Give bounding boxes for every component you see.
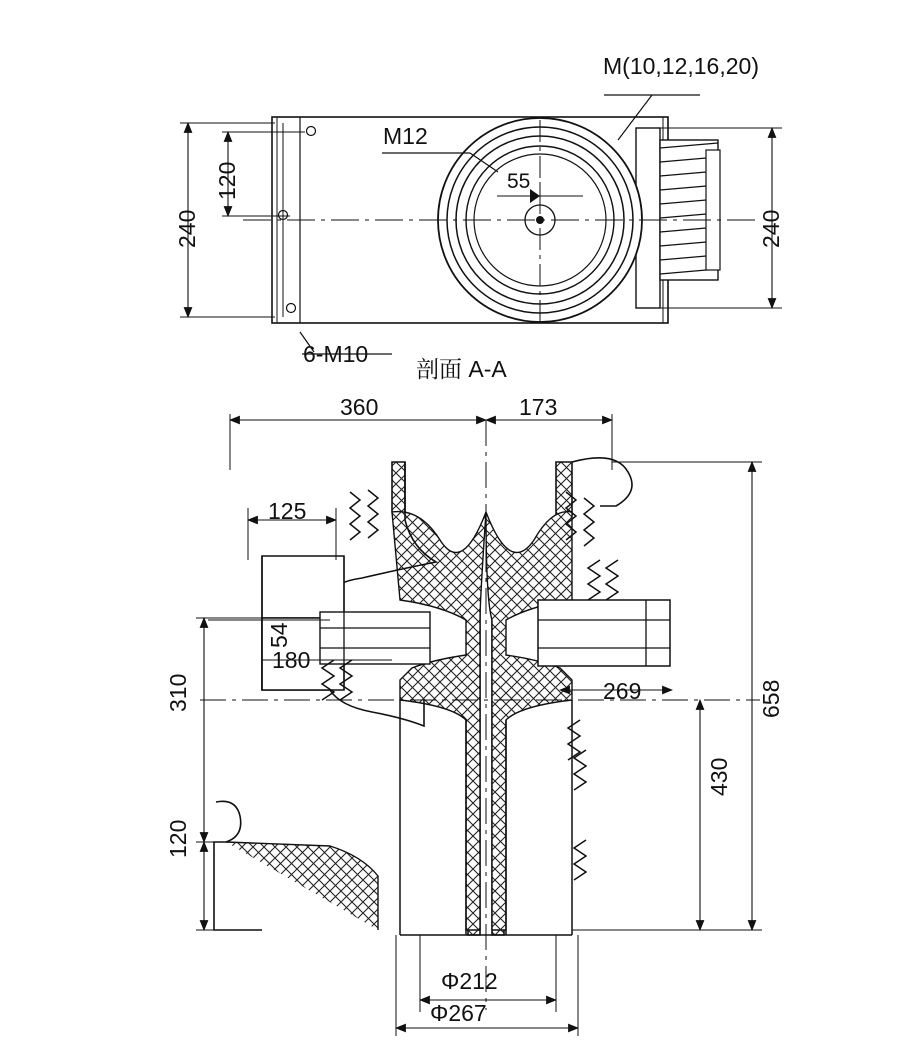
label-height-right-240: 240 [758, 209, 784, 248]
label-height-left-120: 120 [214, 161, 240, 200]
label-m-bolt-callout: M(10,12,16,20) [603, 53, 759, 79]
label-dim-658: 658 [758, 679, 784, 718]
label-dim-360: 360 [340, 394, 379, 420]
label-bore-55: 55 [507, 170, 531, 193]
label-dim-173: 173 [519, 394, 558, 420]
label-dim-120: 120 [165, 819, 191, 858]
label-dim-180: 180 [272, 647, 311, 673]
label-m12-callout: M12 [383, 123, 428, 149]
label-dim-125: 125 [268, 498, 307, 524]
label-dia-267: Φ267 [430, 1000, 487, 1026]
label-dim-54: 54 [266, 622, 292, 648]
label-dia-212: Φ212 [441, 968, 498, 994]
label-dim-430: 430 [706, 757, 732, 796]
label-dim-269: 269 [603, 678, 642, 704]
label-dim-310: 310 [165, 673, 191, 712]
top-view-group [180, 95, 782, 354]
label-six-m10-callout: 6-M10 [303, 341, 369, 367]
label-height-left-240: 240 [174, 209, 200, 248]
section-title: 剖面 A-A [416, 356, 507, 382]
